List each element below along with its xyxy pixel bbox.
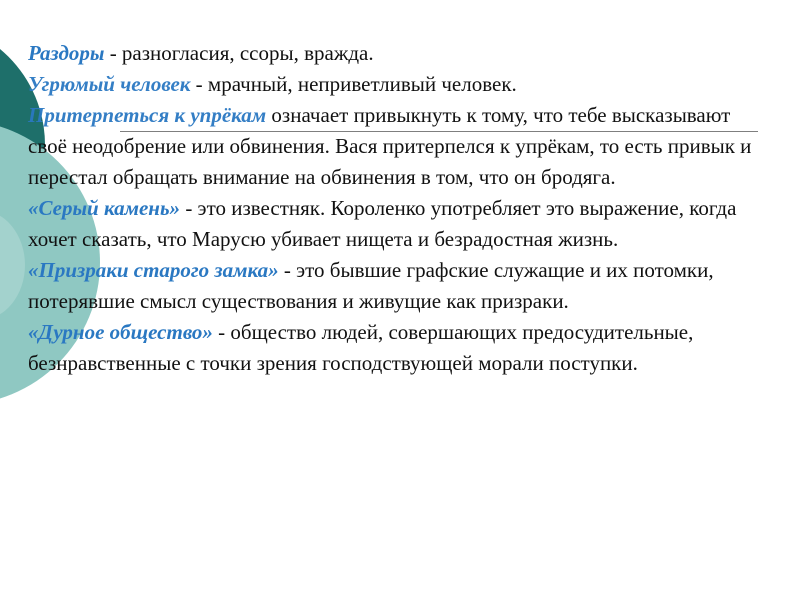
term: Раздоры — [28, 41, 105, 65]
definition: - общество людей, совершающих предосудительные, безнравственные с точки зрения господствующей морали поступки. — [28, 320, 694, 375]
term: «Дурное общество» — [28, 320, 213, 344]
term: «Серый камень» — [28, 196, 181, 220]
glossary-entry-ugryumy — [28, 69, 768, 100]
glossary-entry-sery-kamen — [28, 193, 768, 255]
glossary-entry-prizraki — [28, 255, 768, 317]
definition: означает привыкнуть к тому, что тебе высказывают своё неодобрение или обвинения. Вася притерпелся к упрёкам, то есть привык и перестал обращать внимание на обвинения в том, что он бродяга. — [28, 103, 752, 189]
glossary-entry-razdory — [28, 38, 768, 69]
definition: - это известняк. Короленко употребляет это выражение, когда хочет сказать, что Марусю убивает нищета и безрадостная жизнь. — [28, 196, 737, 251]
definition: - мрачный, неприветливый человек. — [190, 72, 517, 96]
definition: - это бывшие графские служащие и их потомки, потерявшие смысл существования и живущие как призраки. — [28, 258, 714, 313]
definition: - разногласия, ссоры, вражда. — [104, 41, 374, 65]
term: «Призраки старого замка» — [28, 258, 279, 282]
glossary-entry-priterpetsya — [28, 100, 768, 193]
term: Притерпеться к упрёкам — [28, 103, 267, 127]
glossary-text — [28, 38, 768, 379]
term: Угрюмый человек — [28, 72, 191, 96]
glossary-entry-durnoe-obshchestvo — [28, 317, 768, 379]
